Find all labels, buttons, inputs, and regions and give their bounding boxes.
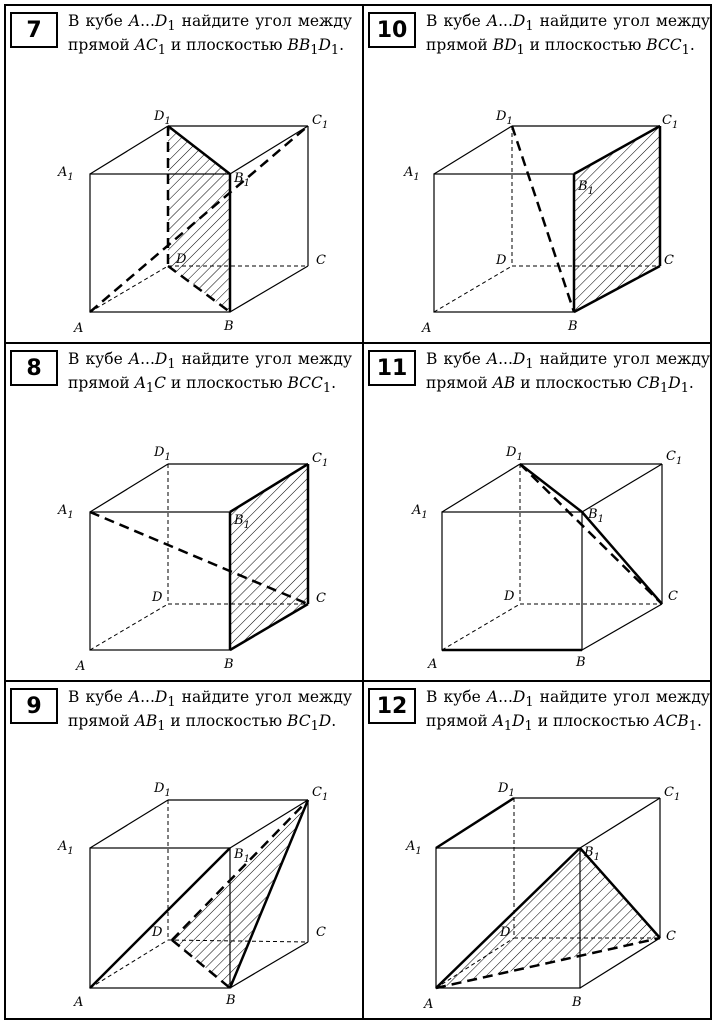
label-c1: $C_1$ (312, 451, 329, 469)
problem-number: 9 (10, 688, 58, 724)
problem-8 (6, 344, 358, 680)
label-a: A (424, 997, 434, 1012)
problem-text: В кубе $A...D_1$ найдите угол между прямой AB и плоскостью $CB_1D_1$. (426, 350, 710, 397)
cube-figure (364, 344, 716, 680)
problem-grid (4, 4, 712, 1020)
label-a: A (74, 995, 84, 1010)
label-d1: $D_1$ (496, 109, 513, 127)
label-d: D (504, 589, 515, 604)
label-a1: $A_1$ (58, 165, 74, 183)
label-b: B (572, 995, 582, 1010)
label-b1: $B_1$ (234, 171, 250, 189)
problem-text: В кубе $A...D_1$ найдите угол между прямой $BD_1$ и плоскостью $BCC_1$. (426, 12, 710, 59)
cube-figure (6, 682, 358, 1018)
label-d: D (152, 925, 163, 940)
problem-number: 10 (368, 12, 416, 48)
cube-figure (6, 344, 358, 680)
label-c: C (666, 929, 676, 944)
label-b1: $B_1$ (584, 845, 600, 863)
cube-figure (364, 682, 716, 1018)
label-c1: $C_1$ (664, 785, 681, 803)
label-c: C (316, 925, 326, 940)
problem-number: 8 (10, 350, 58, 386)
problem-9 (6, 682, 358, 1018)
label-b1: $B_1$ (234, 847, 250, 865)
label-c: C (316, 591, 326, 606)
label-b: B (224, 657, 234, 672)
label-a1: $A_1$ (58, 503, 74, 521)
label-b1: $B_1$ (588, 507, 604, 525)
problem-12 (364, 682, 716, 1018)
problem-number: 11 (368, 350, 416, 386)
problem-7 (6, 6, 358, 342)
label-c1: $C_1$ (312, 113, 329, 131)
label-d1: $D_1$ (498, 781, 515, 799)
problem-text: В кубе $A...D_1$ найдите угол между прямой $AB_1$ и плоскостью $BC_1D$. (68, 688, 352, 735)
label-d: D (496, 253, 507, 268)
problem-number: 12 (368, 688, 416, 724)
problem-text: В кубе $A...D_1$ найдите угол между прямой $A_1D_1$ и плоскостью $ACB_1$. (426, 688, 710, 735)
label-d1: $D_1$ (154, 109, 171, 127)
label-b1: $B_1$ (234, 513, 250, 531)
label-d: D (500, 925, 511, 940)
label-c: C (316, 253, 326, 268)
label-a1: $A_1$ (58, 839, 74, 857)
label-b: B (576, 655, 586, 670)
problem-text: В кубе $A...D_1$ найдите угол между прямой $AC_1$ и плоскостью $BB_1D_1$. (68, 12, 352, 59)
problem-11 (364, 344, 716, 680)
cube-figure (6, 6, 358, 342)
label-a1: $A_1$ (404, 165, 420, 183)
label-d: D (152, 590, 163, 605)
label-d: D (176, 252, 187, 267)
label-a: A (74, 321, 84, 336)
label-a1: $A_1$ (412, 503, 428, 521)
label-a: A (428, 657, 438, 672)
label-b: B (224, 319, 234, 334)
label-b: B (568, 319, 578, 334)
problem-number: 7 (10, 12, 58, 48)
problem-text: В кубе $A...D_1$ найдите угол между прямой $A_1C$ и плоскостью $BCC_1$. (68, 350, 352, 397)
label-a1: $A_1$ (406, 839, 422, 857)
label-c1: $C_1$ (312, 785, 329, 803)
problem-10 (364, 6, 716, 342)
label-c1: $C_1$ (666, 449, 683, 467)
label-a: A (76, 659, 86, 674)
label-d1: $D_1$ (506, 445, 523, 463)
label-c: C (664, 253, 674, 268)
label-b1: $B_1$ (578, 179, 594, 197)
label-d1: $D_1$ (154, 781, 171, 799)
label-b: B (226, 993, 236, 1008)
label-c: C (668, 589, 678, 604)
label-c1: $C_1$ (662, 113, 679, 131)
label-d1: $D_1$ (154, 445, 171, 463)
cube-figure (364, 6, 716, 342)
label-a: A (422, 321, 432, 336)
